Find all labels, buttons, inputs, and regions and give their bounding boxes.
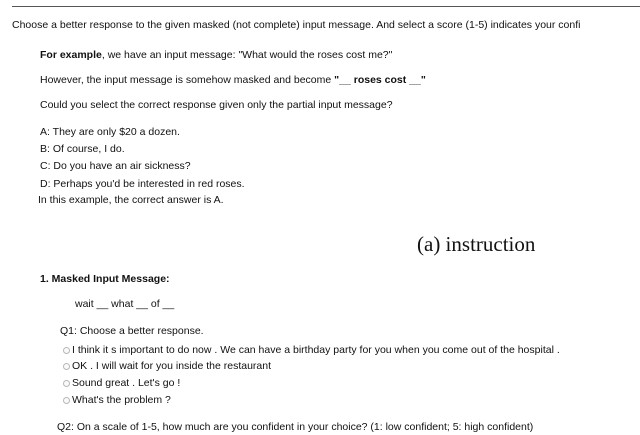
instruction-intro: Choose a better response to the given masked (not complete) input message. And select a score (1-5) indicates your confi (12, 19, 581, 31)
could-you-line: Could you select the correct response given only the partial input message? (40, 99, 393, 111)
response-text: What's the problem ? (72, 394, 171, 406)
example-option-c (40, 160, 191, 172)
q1-label: Q1: Choose a better response. (60, 325, 204, 337)
response-option-3[interactable] (63, 377, 180, 389)
response-text: OK . I will wait for you inside the restaurant (72, 360, 272, 372)
figure-caption: (a) instruction (417, 232, 536, 256)
example-option-b (40, 143, 125, 155)
response-text: Sound great . Let's go ! (72, 377, 181, 389)
response-option-2[interactable] (63, 360, 271, 372)
however-line (40, 74, 426, 86)
example-text: , we have an input message: "What would the roses cost me?" (101, 49, 393, 61)
masked-example: "__ roses cost __" (334, 74, 426, 86)
top-divider (12, 6, 640, 7)
radio-button[interactable] (63, 380, 70, 387)
response-option-1[interactable] (63, 344, 560, 356)
option-text: : Do you have an air sickness? (47, 160, 191, 172)
however-text: However, the input message is somehow masked and become (40, 74, 335, 86)
response-option-4[interactable] (63, 394, 171, 406)
option-key: C (40, 160, 48, 172)
option-key: D (40, 178, 48, 190)
radio-button[interactable] (63, 363, 70, 370)
example-line (40, 49, 392, 61)
example-option-d (40, 178, 245, 190)
option-text: : They are only $20 a dozen. (47, 126, 180, 138)
masked-message: wait __ what __ of __ (75, 298, 175, 310)
q2-label: Q2: On a scale of 1-5, how much are you confident in your choice? (1: low confident; 5: high confident) (57, 421, 534, 433)
option-key: B (40, 143, 48, 155)
radio-button[interactable] (63, 347, 70, 354)
example-option-a (40, 126, 180, 138)
option-text: : Of course, I do. (47, 143, 125, 155)
option-text: : Perhaps you'd be interested in red roses. (47, 178, 245, 190)
example-answer: In this example, the correct answer is A. (38, 194, 224, 206)
radio-button[interactable] (63, 397, 70, 404)
response-text: I think it s important to do now . We can have a birthday party for you when you come out of the hospital . (72, 344, 560, 356)
example-bold-label: For example (40, 49, 102, 61)
option-key: A (40, 126, 48, 138)
section-title: 1. Masked Input Message: (40, 273, 170, 285)
